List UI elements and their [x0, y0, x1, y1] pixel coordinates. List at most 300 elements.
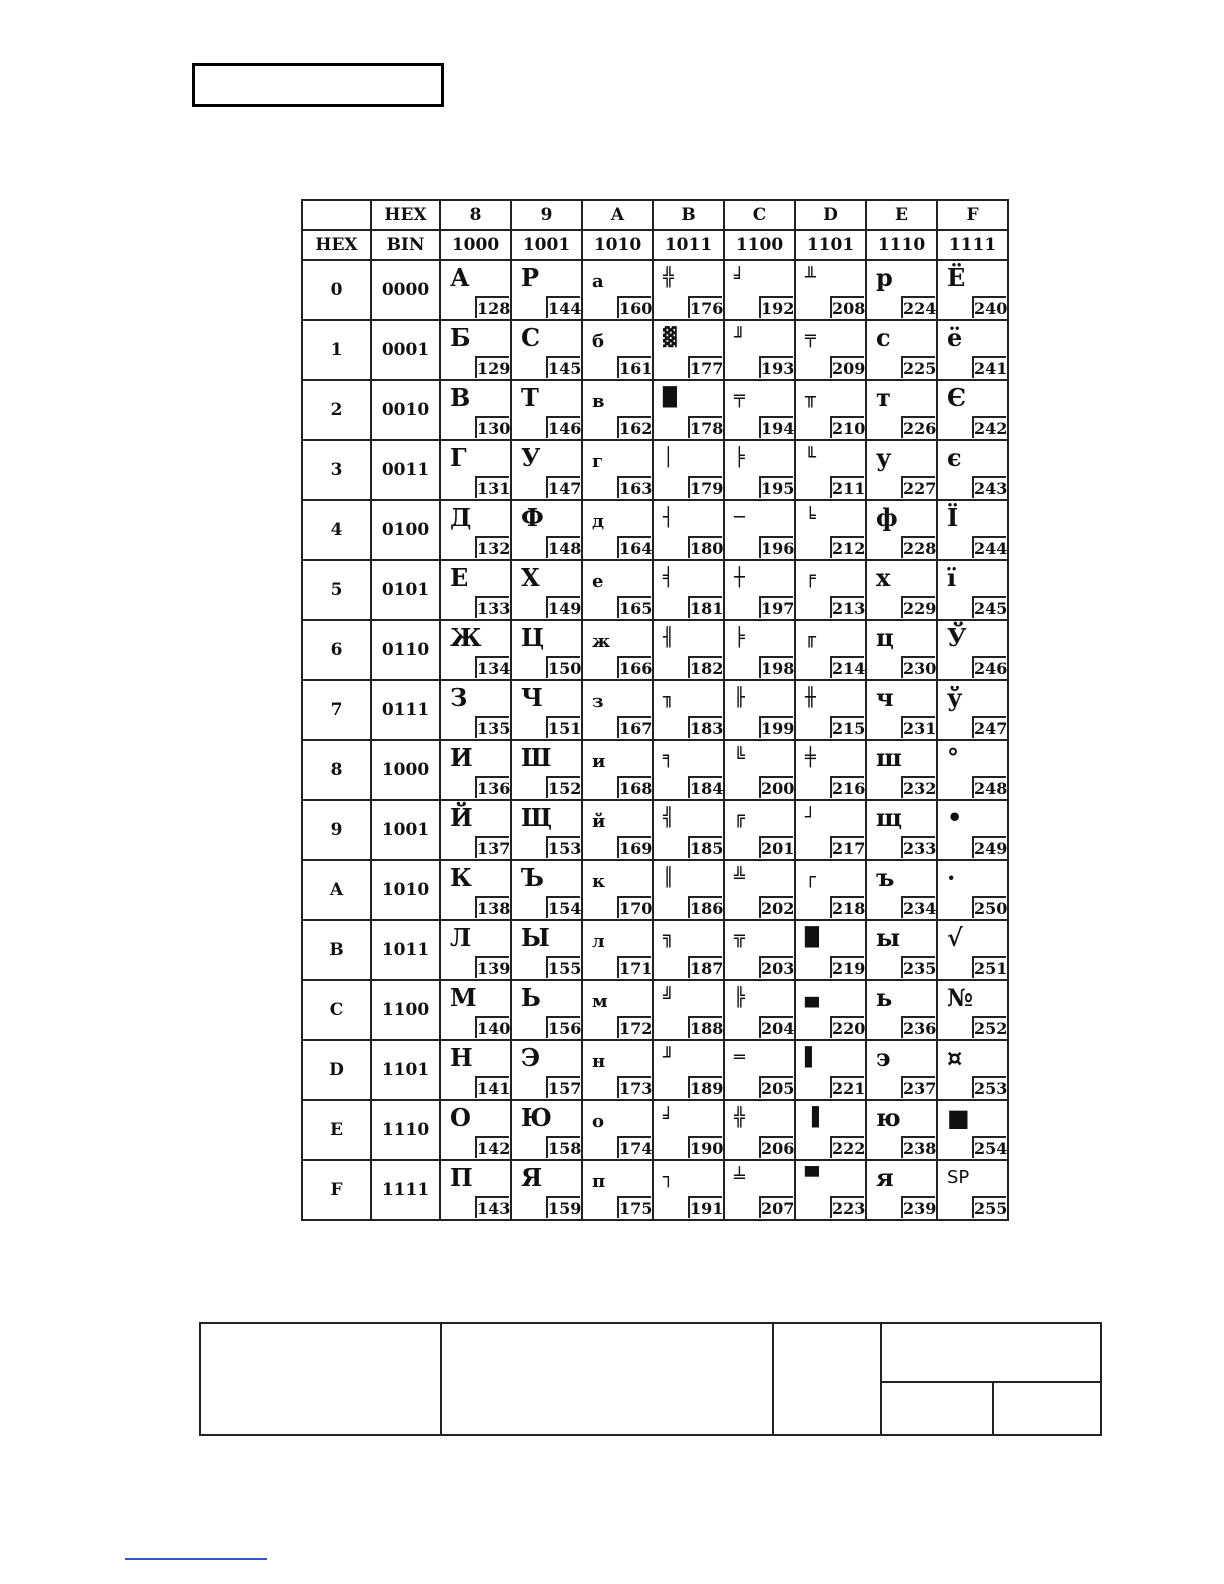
- char-glyph: ┤: [663, 507, 674, 528]
- char-code: 167: [617, 716, 651, 738]
- char-cell: [511, 1040, 582, 1100]
- char-cell: [582, 980, 653, 1040]
- char-glyph: ╪: [805, 747, 816, 768]
- char-code: 251: [972, 956, 1006, 978]
- char-cell: [795, 920, 866, 980]
- char-cell: [582, 260, 653, 320]
- char-cell: [511, 440, 582, 500]
- header-bin-cell: 1001: [511, 230, 582, 260]
- char-cell: [653, 920, 724, 980]
- char-code: 246: [972, 656, 1006, 678]
- char-cell: [440, 500, 511, 560]
- char-code: 196: [759, 536, 793, 558]
- char-glyph: ╚: [734, 747, 745, 768]
- header-bin-cell: 1000: [440, 230, 511, 260]
- char-cell: [724, 1100, 795, 1160]
- char-glyph: У: [521, 443, 541, 472]
- char-glyph: Ж: [450, 623, 482, 652]
- char-glyph: ы: [876, 923, 901, 952]
- char-glyph: Л: [450, 923, 472, 952]
- table-row: [302, 440, 1008, 500]
- table-row: [302, 740, 1008, 800]
- header-bin-cell: 1011: [653, 230, 724, 260]
- char-code: 144: [546, 296, 580, 318]
- char-cell: [866, 1160, 937, 1220]
- char-code: 227: [901, 476, 935, 498]
- char-cell: [582, 500, 653, 560]
- char-cell: [866, 380, 937, 440]
- row-hex-cell: 2: [302, 380, 371, 440]
- char-glyph: ╛: [663, 1107, 674, 1128]
- char-cell: [440, 260, 511, 320]
- char-code: 241: [972, 356, 1006, 378]
- char-code: 149: [546, 596, 580, 618]
- char-cell: [795, 320, 866, 380]
- row-hex-cell: B: [302, 920, 371, 980]
- char-glyph: ъ: [876, 863, 895, 892]
- char-glyph: Я: [521, 1163, 543, 1192]
- row-bin-cell: 0010: [371, 380, 440, 440]
- table-row: [302, 1100, 1008, 1160]
- char-glyph: ╢: [663, 627, 674, 648]
- row-bin-cell: 1010: [371, 860, 440, 920]
- char-cell: [440, 800, 511, 860]
- char-glyph: Г: [450, 443, 467, 472]
- char-code: 175: [617, 1196, 651, 1218]
- header-hex-cell: A: [582, 200, 653, 230]
- char-glyph: ┌: [805, 867, 816, 888]
- char-cell: [511, 1100, 582, 1160]
- char-glyph: х: [876, 563, 891, 592]
- char-cell: [440, 560, 511, 620]
- char-glyph: ж: [592, 631, 611, 652]
- char-code: 171: [617, 956, 651, 978]
- char-cell: [582, 620, 653, 680]
- char-glyph: г: [592, 451, 604, 472]
- char-glyph: ї: [947, 563, 957, 592]
- char-cell: [511, 560, 582, 620]
- char-code: 254: [972, 1136, 1006, 1158]
- char-code: 134: [475, 656, 509, 678]
- char-code: 183: [688, 716, 722, 738]
- table-row: [302, 680, 1008, 740]
- char-code: 200: [759, 776, 793, 798]
- char-glyph: ╨: [805, 267, 816, 288]
- char-code: 169: [617, 836, 651, 858]
- row-hex-cell: 4: [302, 500, 371, 560]
- char-glyph: ╞: [734, 627, 745, 648]
- char-cell: [653, 1160, 724, 1220]
- row-bin-cell: 1101: [371, 1040, 440, 1100]
- char-code: 132: [475, 536, 509, 558]
- char-cell: [866, 560, 937, 620]
- table-row: [302, 260, 1008, 320]
- char-code: 165: [617, 596, 651, 618]
- char-code: 244: [972, 536, 1006, 558]
- char-glyph: е: [592, 571, 604, 592]
- char-cell: [866, 860, 937, 920]
- char-cell: [653, 440, 724, 500]
- char-code: 153: [546, 836, 580, 858]
- char-code: 239: [901, 1196, 935, 1218]
- char-glyph: К: [450, 863, 472, 892]
- char-cell: [511, 920, 582, 980]
- char-code: 145: [546, 356, 580, 378]
- row-hex-cell: 6: [302, 620, 371, 680]
- char-code: 240: [972, 296, 1006, 318]
- char-cell: [866, 1100, 937, 1160]
- char-code: 223: [830, 1196, 864, 1218]
- char-cell: [724, 500, 795, 560]
- table-row: [302, 1040, 1008, 1100]
- top-title-box: [192, 63, 444, 107]
- char-code: 226: [901, 416, 935, 438]
- char-cell: [511, 620, 582, 680]
- char-code: 172: [617, 1016, 651, 1038]
- char-glyph: о: [592, 1111, 605, 1132]
- char-code: 184: [688, 776, 722, 798]
- char-cell: [866, 1040, 937, 1100]
- char-cell: [866, 740, 937, 800]
- row-hex-cell: D: [302, 1040, 371, 1100]
- char-glyph: ╞: [734, 447, 745, 468]
- char-code: 152: [546, 776, 580, 798]
- char-glyph: М: [450, 983, 477, 1012]
- table-row: [302, 1160, 1008, 1220]
- char-code: 174: [617, 1136, 651, 1158]
- char-cell: [866, 500, 937, 560]
- char-glyph: т: [876, 383, 891, 412]
- char-glyph: √: [947, 923, 963, 952]
- char-code: 224: [901, 296, 935, 318]
- table-row: [302, 800, 1008, 860]
- char-glyph: Н: [450, 1043, 473, 1072]
- char-glyph: В: [450, 383, 471, 412]
- char-cell: [866, 980, 937, 1040]
- char-code: 139: [475, 956, 509, 978]
- char-cell: [724, 800, 795, 860]
- char-cell: [866, 260, 937, 320]
- char-cell: [511, 1160, 582, 1220]
- char-glyph: ╠: [734, 987, 745, 1008]
- table-row: [302, 860, 1008, 920]
- char-glyph: SP: [947, 1167, 970, 1188]
- char-cell: [937, 320, 1008, 380]
- bottom-link-line: [125, 1558, 267, 1560]
- char-glyph: █: [805, 927, 819, 948]
- char-code: 235: [901, 956, 935, 978]
- char-code: 222: [830, 1136, 864, 1158]
- char-glyph: ╬: [734, 1107, 745, 1128]
- row-bin-cell: 1001: [371, 800, 440, 860]
- row-hex-cell: 7: [302, 680, 371, 740]
- char-glyph: ╧: [734, 1167, 745, 1188]
- char-glyph: ┐: [663, 1167, 674, 1188]
- table-row: [302, 920, 1008, 980]
- row-hex-cell: 0: [302, 260, 371, 320]
- char-code: 166: [617, 656, 651, 678]
- char-cell: [582, 1100, 653, 1160]
- char-cell: [440, 620, 511, 680]
- char-glyph: ╒: [805, 567, 816, 588]
- char-glyph: ш: [876, 743, 902, 772]
- char-glyph: э: [876, 1043, 891, 1072]
- char-cell: [511, 980, 582, 1040]
- char-code: 161: [617, 356, 651, 378]
- char-cell: [440, 380, 511, 440]
- char-glyph: ╕: [663, 747, 674, 768]
- char-code: 129: [475, 356, 509, 378]
- char-cell: [511, 860, 582, 920]
- char-glyph: Ў: [947, 623, 967, 652]
- character-code-table: [301, 199, 1009, 1221]
- char-code: 221: [830, 1076, 864, 1098]
- header-hex-cell: F: [937, 200, 1008, 230]
- char-code: 182: [688, 656, 722, 678]
- char-cell: [653, 320, 724, 380]
- footer-cell: [201, 1324, 442, 1434]
- char-cell: [795, 560, 866, 620]
- char-glyph: ╫: [805, 687, 816, 708]
- row-bin-cell: 1100: [371, 980, 440, 1040]
- row-bin-cell: 1111: [371, 1160, 440, 1220]
- char-code: 234: [901, 896, 935, 918]
- char-code: 137: [475, 836, 509, 858]
- char-code: 229: [901, 596, 935, 618]
- row-hex-cell: 3: [302, 440, 371, 500]
- char-glyph: ф: [876, 503, 898, 532]
- char-glyph: л: [592, 931, 605, 952]
- char-glyph: Ф: [521, 503, 544, 532]
- char-cell: [440, 1100, 511, 1160]
- char-code: 213: [830, 596, 864, 618]
- char-code: 249: [972, 836, 1006, 858]
- char-cell: [937, 740, 1008, 800]
- char-cell: [653, 980, 724, 1040]
- char-cell: [653, 860, 724, 920]
- char-cell: [440, 320, 511, 380]
- char-code: 151: [546, 716, 580, 738]
- row-bin-cell: 0000: [371, 260, 440, 320]
- char-code: 128: [475, 296, 509, 318]
- char-code: 131: [475, 476, 509, 498]
- char-code: 197: [759, 596, 793, 618]
- char-code: 187: [688, 956, 722, 978]
- char-code: 142: [475, 1136, 509, 1158]
- char-cell: [440, 440, 511, 500]
- char-code: 253: [972, 1076, 1006, 1098]
- char-cell: [653, 620, 724, 680]
- char-cell: [724, 980, 795, 1040]
- char-glyph: О: [450, 1103, 471, 1132]
- char-code: 204: [759, 1016, 793, 1038]
- char-cell: [866, 800, 937, 860]
- char-cell: [582, 920, 653, 980]
- char-cell: [582, 680, 653, 740]
- char-glyph: ╖: [663, 687, 674, 708]
- char-glyph: ▓: [663, 327, 677, 348]
- char-glyph: ▄: [805, 987, 819, 1008]
- char-cell: [582, 320, 653, 380]
- char-glyph: █: [663, 387, 677, 408]
- table-row: [302, 500, 1008, 560]
- char-cell: [937, 920, 1008, 980]
- char-cell: [937, 860, 1008, 920]
- header-hex-cell: D: [795, 200, 866, 230]
- char-code: 141: [475, 1076, 509, 1098]
- char-glyph: ╗: [663, 927, 674, 948]
- char-cell: [795, 980, 866, 1040]
- char-code: 252: [972, 1016, 1006, 1038]
- char-glyph: П: [450, 1163, 473, 1192]
- char-code: 255: [972, 1196, 1006, 1218]
- char-glyph: ▐: [805, 1107, 819, 1128]
- table-row: [302, 980, 1008, 1040]
- char-glyph: Р: [521, 263, 540, 292]
- footer-title-block: [199, 1322, 1102, 1436]
- char-glyph: щ: [876, 803, 902, 832]
- char-code: 231: [901, 716, 935, 738]
- footer-cell: [772, 1324, 882, 1434]
- char-code: 216: [830, 776, 864, 798]
- char-glyph: Є: [947, 383, 967, 412]
- char-code: 178: [688, 416, 722, 438]
- char-code: 186: [688, 896, 722, 918]
- header-hex-cell: E: [866, 200, 937, 230]
- header-bin-cell: 1110: [866, 230, 937, 260]
- char-cell: [582, 860, 653, 920]
- char-cell: [440, 980, 511, 1040]
- char-cell: [653, 500, 724, 560]
- char-code: 220: [830, 1016, 864, 1038]
- char-glyph: у: [876, 443, 892, 472]
- char-cell: [653, 260, 724, 320]
- char-glyph: ▌: [805, 1047, 819, 1068]
- char-cell: [795, 1040, 866, 1100]
- char-glyph: ■: [947, 1103, 970, 1132]
- char-code: 210: [830, 416, 864, 438]
- char-cell: [937, 1100, 1008, 1160]
- char-glyph: ч: [876, 683, 894, 712]
- char-cell: [511, 800, 582, 860]
- char-cell: [653, 680, 724, 740]
- char-cell: [653, 560, 724, 620]
- header-bin-cell: 1010: [582, 230, 653, 260]
- char-code: 130: [475, 416, 509, 438]
- row-hex-cell: E: [302, 1100, 371, 1160]
- char-cell: [511, 260, 582, 320]
- char-code: 243: [972, 476, 1006, 498]
- char-code: 192: [759, 296, 793, 318]
- char-cell: [937, 380, 1008, 440]
- char-code: 188: [688, 1016, 722, 1038]
- char-cell: [724, 860, 795, 920]
- char-code: 202: [759, 896, 793, 918]
- char-glyph: з: [592, 691, 604, 712]
- char-glyph: ┼: [734, 567, 745, 588]
- char-glyph: ╛: [734, 267, 745, 288]
- char-code: 160: [617, 296, 651, 318]
- char-cell: [866, 920, 937, 980]
- char-cell: [582, 1040, 653, 1100]
- char-cell: [511, 380, 582, 440]
- char-cell: [795, 260, 866, 320]
- char-cell: [866, 620, 937, 680]
- char-code: 232: [901, 776, 935, 798]
- char-code: 230: [901, 656, 935, 678]
- char-code: 195: [759, 476, 793, 498]
- char-code: 215: [830, 716, 864, 738]
- char-code: 189: [688, 1076, 722, 1098]
- char-code: 217: [830, 836, 864, 858]
- char-glyph: Щ: [521, 803, 553, 832]
- char-cell: [511, 500, 582, 560]
- char-cell: [582, 1160, 653, 1220]
- char-code: 135: [475, 716, 509, 738]
- row-hex-cell: F: [302, 1160, 371, 1220]
- char-code: 199: [759, 716, 793, 738]
- char-cell: [724, 680, 795, 740]
- header-row-hex: [302, 200, 1008, 230]
- char-glyph: Е: [450, 563, 469, 592]
- row-bin-cell: 1000: [371, 740, 440, 800]
- char-cell: [937, 620, 1008, 680]
- char-glyph: Ц: [521, 623, 545, 652]
- footer-divider: [992, 1381, 994, 1434]
- char-cell: [795, 1100, 866, 1160]
- char-cell: [937, 440, 1008, 500]
- char-code: 168: [617, 776, 651, 798]
- char-code: 209: [830, 356, 864, 378]
- header-bin-cell: 1111: [937, 230, 1008, 260]
- row-bin-cell: 0011: [371, 440, 440, 500]
- char-glyph: ╜: [663, 1047, 674, 1068]
- char-cell: [937, 260, 1008, 320]
- header-row-bin: [302, 230, 1008, 260]
- char-glyph: в: [592, 391, 605, 412]
- char-glyph: Х: [521, 563, 540, 592]
- row-bin-cell: 0100: [371, 500, 440, 560]
- char-glyph: ║: [663, 867, 674, 888]
- char-glyph: ╘: [805, 507, 816, 528]
- char-code: 206: [759, 1136, 793, 1158]
- char-cell: [440, 860, 511, 920]
- char-glyph: ╬: [663, 267, 674, 288]
- char-code: 211: [830, 476, 864, 498]
- char-glyph: ╣: [663, 807, 674, 828]
- char-cell: [440, 680, 511, 740]
- char-code: 146: [546, 416, 580, 438]
- char-cell: [937, 500, 1008, 560]
- char-code: 193: [759, 356, 793, 378]
- char-cell: [795, 740, 866, 800]
- char-code: 228: [901, 536, 935, 558]
- char-code: 140: [475, 1016, 509, 1038]
- char-cell: [937, 1160, 1008, 1220]
- char-cell: [724, 1160, 795, 1220]
- char-cell: [724, 740, 795, 800]
- char-code: 245: [972, 596, 1006, 618]
- char-cell: [866, 440, 937, 500]
- char-glyph: ё: [947, 323, 963, 352]
- char-code: 156: [546, 1016, 580, 1038]
- char-code: 162: [617, 416, 651, 438]
- char-code: 154: [546, 896, 580, 918]
- char-code: 177: [688, 356, 722, 378]
- char-code: 176: [688, 296, 722, 318]
- header-hex-cell: HEX: [371, 200, 440, 230]
- char-code: 236: [901, 1016, 935, 1038]
